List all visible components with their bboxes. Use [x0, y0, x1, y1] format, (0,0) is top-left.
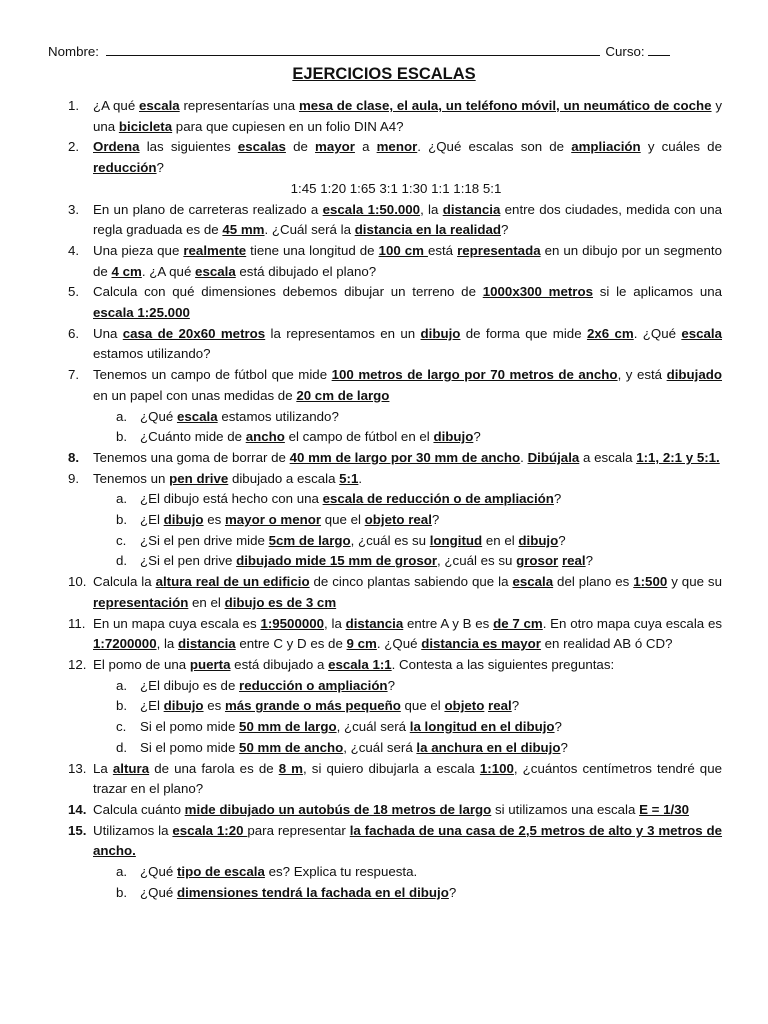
item-text: ¿Qué — [140, 864, 177, 880]
exercise-item — [0, 96, 768, 137]
item-text: del plano es — [553, 574, 634, 590]
key-term: 100 cm — [378, 242, 428, 258]
item-text: . ¿Qué escalas son de — [417, 139, 572, 155]
key-term: representación — [93, 594, 189, 610]
item-text: ¿Qué — [140, 884, 177, 900]
key-term: 45 mm — [222, 222, 265, 238]
item-number: c. — [116, 532, 127, 548]
item-text: Tenemos un — [93, 470, 170, 486]
item-number: d. — [116, 553, 128, 569]
sub-question — [0, 717, 768, 738]
item-text: , la — [156, 636, 179, 652]
exercise-item — [0, 241, 768, 282]
item-text: en un dibujo por un segmento de — [93, 242, 723, 279]
item-text: Calcula con qué dimensiones debemos dibujar un terreno de — [93, 284, 483, 300]
item-text: ¿El dibujo está hecho con una — [140, 491, 323, 507]
item-text: ¿El — [140, 512, 164, 528]
item-number: a. — [116, 677, 128, 693]
key-term: puerta — [189, 656, 231, 672]
item-text: la representamos en un — [265, 325, 421, 341]
key-term: reducción o ampliación — [239, 677, 388, 693]
key-term: tipo de escala — [176, 864, 265, 880]
item-text: y cuáles de — [640, 139, 722, 155]
key-term: casa de 20x60 metros — [122, 325, 266, 341]
item-text: Calcula la — [93, 574, 156, 590]
item-text: 1:45 1:20 1:65 3:1 1:30 1:1 1:18 5:1 — [290, 180, 502, 196]
key-term: escala de reducción o de ampliación — [322, 491, 554, 507]
key-term: representada — [457, 242, 541, 258]
item-text: , ¿cuántos centímetros tendré que trazar en el plano? — [93, 760, 722, 797]
key-term: escala 1:1 — [328, 656, 392, 672]
page-title: EJERCICIOS ESCALAS — [292, 65, 476, 83]
item-text: Tenemos un campo de fútbol que mide — [93, 367, 332, 383]
name-label: Nombre: — [48, 44, 99, 59]
course-label: Curso: — [605, 44, 645, 59]
sub-question — [0, 551, 768, 572]
item-text: , si quiero dibujarla a escala — [303, 760, 480, 776]
key-term: la longitud en el dibujo — [409, 719, 555, 735]
course-blank-line — [648, 43, 670, 56]
key-term: distancia es mayor — [421, 636, 541, 652]
key-term: distancia en la realidad — [354, 222, 502, 238]
item-text: ? — [554, 719, 562, 735]
item-text: ? — [448, 884, 457, 900]
key-term: 50 mm de ancho — [239, 739, 344, 755]
item-text: está dibujado a — [230, 656, 329, 672]
key-term: 9 cm — [346, 636, 377, 652]
item-text: , la — [420, 201, 443, 217]
key-term: distancia — [345, 615, 404, 631]
key-term: 20 cm de largo — [296, 387, 390, 403]
item-text: Calcula cuánto — [93, 801, 185, 817]
item-number: 5. — [68, 284, 80, 300]
item-text: ? — [553, 491, 562, 507]
item-number: a. — [116, 864, 128, 880]
item-text: ¿A qué — [93, 98, 140, 113]
key-term: reducción — [93, 160, 157, 176]
item-text: ? — [558, 532, 566, 548]
item-number: a. — [116, 408, 128, 424]
item-text: ? — [560, 739, 568, 755]
item-text: está dibujado el plano? — [235, 263, 377, 279]
item-text: entre dos ciudades, medida con una regla graduada es de — [93, 201, 722, 238]
exercise-item — [0, 800, 768, 821]
item-text: estamos utilizando? — [93, 346, 211, 362]
key-term: dibujo — [518, 532, 559, 548]
key-term: ancho — [245, 429, 285, 445]
exercise-list — [0, 96, 768, 903]
item-text: . — [520, 449, 528, 465]
exercise-item — [0, 282, 768, 323]
item-number: 10. — [68, 574, 87, 590]
key-term: longitud — [429, 532, 483, 548]
item-number: 15. — [68, 822, 87, 838]
name-blank-line — [106, 43, 600, 56]
key-term: dibujo — [163, 512, 204, 528]
item-text: en un papel con unas medidas de — [93, 387, 297, 403]
item-text: de cinco plantas sabiendo que la — [309, 574, 513, 590]
key-term: escala — [195, 263, 236, 279]
item-text: y que su — [667, 574, 722, 590]
key-term: la fachada de una casa de 2,5 metros de alto y 3 metros de ancho. — [93, 822, 723, 859]
key-term: Dibújala — [527, 449, 580, 465]
key-term: ampliación — [571, 139, 641, 155]
item-text: ¿Si el pen drive — [140, 553, 237, 569]
key-term: 2x6 cm — [586, 325, 634, 341]
key-term: mide dibujado un autobús de 18 metros de largo — [184, 801, 492, 817]
item-text: ¿El dibujo es de — [140, 677, 240, 693]
key-term: escala 1:20 — [172, 822, 248, 838]
scale-values-line — [0, 179, 768, 200]
item-text: que el — [321, 512, 365, 528]
key-term: 1000x300 metros — [482, 284, 593, 300]
item-text: es? Explica tu respuesta. — [264, 864, 418, 880]
item-number: 12. — [68, 656, 87, 672]
key-term: grosor — [516, 553, 559, 569]
item-text: a escala — [579, 449, 637, 465]
key-term: 1:9500000 — [260, 615, 325, 631]
item-text: . ¿Qué — [633, 325, 682, 341]
sub-question — [0, 489, 768, 510]
exercise-item — [0, 614, 768, 655]
item-text: de forma que mide — [460, 325, 587, 341]
item-text: Tenemos una goma de borrar de — [93, 449, 290, 465]
key-term: distancia — [442, 201, 501, 217]
item-text: de — [285, 139, 316, 155]
item-text: tiene una longitud de — [246, 242, 379, 258]
item-number: b. — [116, 884, 128, 900]
item-text: a — [354, 139, 377, 155]
item-text: , la — [324, 615, 346, 631]
key-term: 1:500 — [633, 574, 668, 590]
item-text: ? — [511, 698, 520, 714]
sub-question — [0, 510, 768, 531]
key-term: 100 metros de largo por 70 metros de ancho — [331, 367, 618, 383]
key-term: pen drive — [169, 470, 229, 486]
item-number: 3. — [68, 201, 80, 217]
item-text: En un plano de carreteras realizado a — [93, 201, 323, 217]
sub-question — [0, 427, 768, 448]
item-text: ? — [473, 429, 481, 445]
item-text: Una — [93, 325, 123, 341]
item-text: . — [358, 470, 363, 486]
key-term: de 7 cm — [493, 615, 543, 631]
exercise-item — [0, 655, 768, 676]
item-text: ¿Qué — [140, 408, 177, 424]
key-term: E = 1/30 — [639, 801, 689, 817]
exercise-item — [0, 200, 768, 241]
item-number: 13. — [68, 760, 87, 776]
key-term: escala 1:50.000 — [322, 201, 421, 217]
item-number: 9. — [68, 470, 80, 486]
item-number: b. — [116, 698, 128, 714]
item-text: El pomo de una — [93, 656, 190, 672]
item-text: es — [203, 698, 225, 714]
item-text: . ¿A qué — [141, 263, 196, 279]
item-text: de una farola es de — [149, 760, 279, 776]
exercise-item — [0, 137, 768, 178]
item-text: representarías una — [179, 98, 299, 113]
item-text: en el — [188, 594, 225, 610]
item-number: 11. — [68, 615, 86, 631]
key-term: escala — [176, 408, 218, 424]
key-term: 1:1, 2:1 y 5:1. — [636, 449, 720, 465]
item-text: , y está — [617, 367, 667, 383]
sub-question — [0, 738, 768, 759]
item-text: para que cupiesen en un folio DIN A4? — [172, 118, 404, 134]
item-text: ? — [156, 160, 164, 176]
exercise-item — [0, 572, 768, 613]
item-text: ? — [501, 222, 509, 238]
key-term: la anchura en el dibujo — [416, 739, 561, 755]
exercise-item — [0, 821, 768, 862]
sub-question — [0, 883, 768, 904]
item-text: , ¿cuál será — [336, 719, 410, 735]
item-text: que el — [400, 698, 445, 714]
item-number: 8. — [68, 449, 80, 465]
key-term: 1:7200000 — [93, 636, 157, 652]
item-text: entre A y B es — [403, 615, 494, 631]
item-number: 1. — [68, 98, 80, 113]
key-term: objeto real — [364, 512, 432, 528]
key-term: escala — [139, 98, 180, 113]
item-text: en realidad AB ó CD? — [540, 636, 673, 652]
exercise-item — [0, 759, 768, 800]
item-text: . En otro mapa cuya escala es — [542, 615, 722, 631]
item-text: ¿Si el pen drive mide — [140, 532, 269, 548]
item-text: si le aplicamos una — [593, 284, 723, 300]
item-text: Utilizamos la — [93, 822, 173, 838]
item-text: es — [203, 512, 225, 528]
exercise-item — [0, 365, 768, 406]
item-number: 7. — [68, 367, 80, 383]
key-term: escalas — [237, 139, 286, 155]
key-term: 40 mm de largo por 30 mm de ancho — [289, 449, 521, 465]
sub-question — [0, 531, 768, 552]
item-text: ? — [431, 512, 440, 528]
key-term: dimensiones tendrá la fachada en el dibujo — [176, 884, 449, 900]
key-term: 50 mm de largo — [239, 719, 337, 735]
key-term: real — [488, 698, 512, 714]
key-term: 4 cm — [111, 263, 142, 279]
key-term: dibujo — [420, 325, 461, 341]
sub-question — [0, 696, 768, 717]
key-term: dibujado mide 15 mm de grosor — [236, 553, 438, 569]
sub-question — [0, 676, 768, 697]
key-term: menor — [376, 139, 418, 155]
item-number: a. — [116, 491, 128, 507]
sub-question — [0, 862, 768, 883]
item-text: . Contesta a las siguientes preguntas: — [391, 656, 615, 672]
item-text: ¿Cuánto mide de — [140, 429, 246, 445]
item-number: 14. — [68, 801, 87, 817]
exercise-item — [0, 469, 768, 490]
item-text: Si el pomo mide — [140, 739, 240, 755]
item-text: . ¿Qué — [376, 636, 422, 652]
item-text: entre C y D es de — [235, 636, 347, 652]
key-term: 8 m — [278, 760, 304, 776]
key-term: dibujo — [433, 429, 474, 445]
key-term: dibujo — [163, 698, 204, 714]
item-number: b. — [116, 512, 128, 528]
student-header — [48, 42, 728, 62]
key-term: 5cm de largo — [268, 532, 351, 548]
key-term: bicicleta — [118, 118, 173, 134]
item-text: si utilizamos una escala — [491, 801, 640, 817]
item-number: b. — [116, 429, 128, 445]
key-term: 5:1 — [339, 470, 359, 486]
item-text: para representar — [247, 822, 350, 838]
item-text: Una pieza que — [93, 242, 184, 258]
item-text: , ¿cuál es su — [350, 532, 430, 548]
key-term: más grande o más pequeño — [224, 698, 401, 714]
item-number: 4. — [68, 242, 80, 258]
item-text: , ¿cuál es su — [437, 553, 517, 569]
item-text: En un mapa cuya escala es — [93, 615, 261, 631]
key-term: objeto — [444, 698, 485, 714]
key-term: escala 1:25.000 — [93, 305, 190, 321]
item-number: 2. — [68, 139, 80, 155]
item-text: , ¿cuál será — [343, 739, 417, 755]
item-text: en el — [482, 532, 519, 548]
key-term: escala — [512, 574, 554, 590]
sub-question — [0, 407, 768, 428]
item-number: c. — [116, 719, 127, 735]
key-term: Ordena — [93, 139, 140, 155]
key-term: mayor o menor — [224, 512, 322, 528]
item-text: las siguientes — [139, 139, 238, 155]
item-text: ? — [585, 553, 594, 569]
item-text: ? — [387, 677, 395, 693]
key-term: altura real de un edificio — [155, 574, 310, 590]
key-term: real — [561, 553, 586, 569]
key-term: altura — [112, 760, 150, 776]
exercise-item — [0, 324, 768, 365]
key-term: 1:100 — [479, 760, 514, 776]
item-text: y una — [93, 98, 722, 134]
key-term: escala — [681, 325, 723, 341]
item-text: el campo de fútbol en el — [284, 429, 434, 445]
item-text: . ¿Cuál será la — [264, 222, 355, 238]
key-term: dibujo es de 3 cm — [224, 594, 337, 610]
item-number: 6. — [68, 325, 80, 341]
exercise-item — [0, 448, 768, 469]
key-term: distancia — [178, 636, 236, 652]
key-term: realmente — [183, 242, 247, 258]
item-text: dibujado a escala — [228, 470, 340, 486]
item-text: estamos utilizando? — [217, 408, 339, 424]
item-text: La — [93, 760, 113, 776]
item-text: ¿El — [140, 698, 164, 714]
key-term: mesa de clase, el aula, un teléfono móvil, un neumático de coche — [298, 98, 712, 113]
key-term: dibujado — [666, 367, 723, 383]
item-text: Si el pomo mide — [140, 719, 240, 735]
item-text: está — [427, 242, 458, 258]
key-term: mayor — [315, 139, 355, 155]
item-number: d. — [116, 739, 128, 755]
